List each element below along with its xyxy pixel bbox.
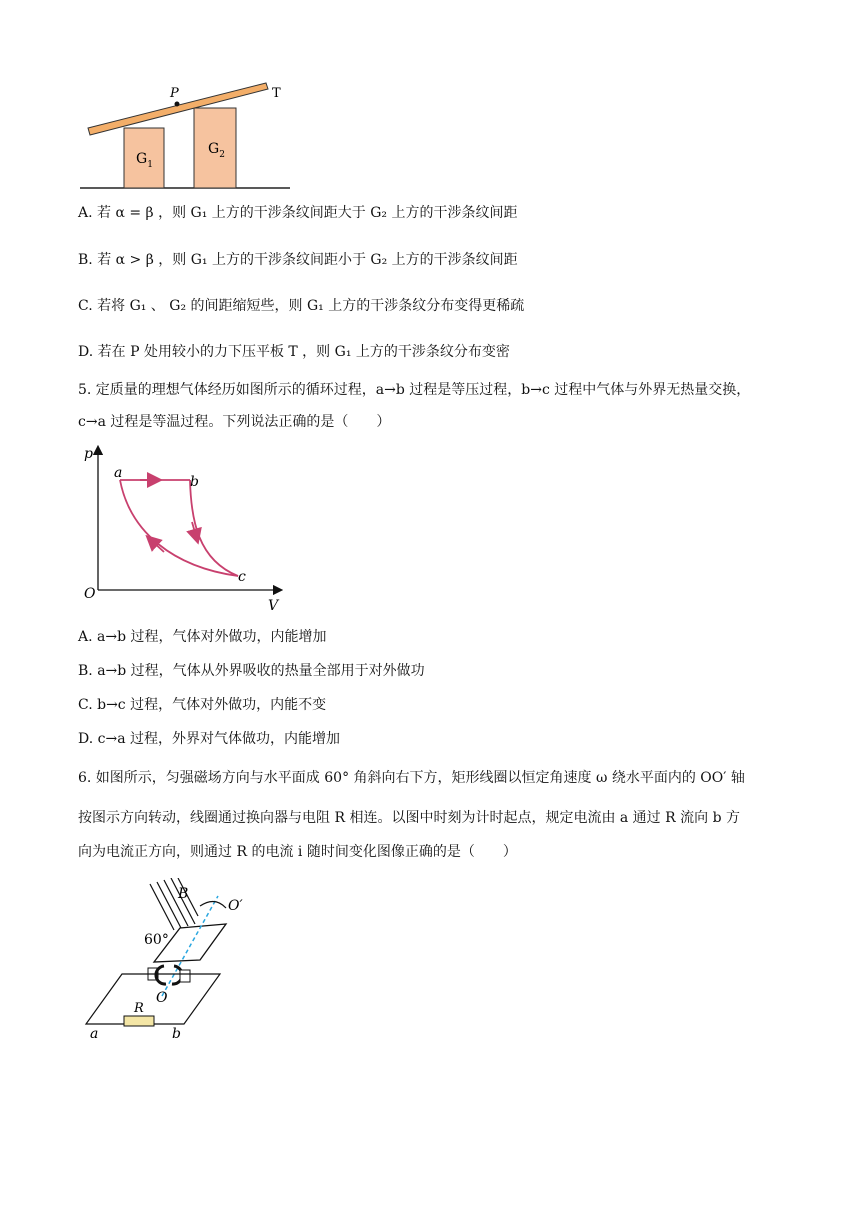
- resistor-r: [124, 1016, 154, 1026]
- q4-option-c: C. 若将 G₁ 、 G₂ 的间距缩短些，则 G₁ 上方的干涉条纹分布变得更稀疏: [78, 298, 525, 314]
- terminal-a-label: a: [90, 1026, 99, 1042]
- field-b-label: B: [178, 886, 189, 902]
- magnetic-field-lines: [150, 878, 198, 930]
- q4-option-a: A. 若 α = β ，则 G₁ 上方的干涉条纹间距大于 G₂ 上方的干涉条纹间距: [78, 205, 518, 221]
- q5-stem-line1: 5. 定质量的理想气体经历如图所示的循环过程，a→b 过程是等压过程，b→c 过程中气体与外界无热量交换，: [78, 382, 751, 398]
- q5-option-b: B. a→b 过程，气体从外界吸收的热量全部用于对外做功: [78, 663, 425, 679]
- label-g1: $G_1$: [136, 151, 153, 170]
- commutator: [156, 966, 182, 984]
- commutator-right: [180, 970, 190, 982]
- label-t: T: [272, 86, 281, 101]
- v-axis-label: V: [268, 598, 279, 614]
- coil-figure: [80, 878, 320, 1043]
- p-axis-label: p: [84, 446, 93, 462]
- origin-label: O: [84, 586, 96, 602]
- rotation-arrow: [200, 901, 226, 908]
- q5-option-a: A. a→b 过程，气体对外做功，内能增加: [78, 629, 327, 645]
- label-g2: $G_2$: [208, 141, 225, 160]
- process-ca: [120, 480, 238, 576]
- state-a-label: a: [114, 465, 123, 481]
- q6-stem-line3: 向为电流正方向，则通过 R 的电流 i 随时间变化图像正确的是（ ）: [78, 844, 517, 860]
- q4-option-b: B. 若 α > β ，则 G₁ 上方的干涉条纹间距小于 G₂ 上方的干涉条纹间距: [78, 252, 518, 268]
- q5-stem-line2: c→a 过程是等温过程。下列说法正确的是（ ）: [78, 414, 391, 430]
- q5-option-d: D. c→a 过程，外界对气体做功，内能增加: [78, 731, 340, 747]
- pv-diagram: [78, 442, 288, 614]
- axis-o-label: O: [156, 990, 168, 1006]
- point-p: [175, 102, 180, 107]
- state-b-label: b: [190, 474, 199, 490]
- state-c-label: c: [238, 569, 246, 585]
- q6-stem-line1: 6. 如图所示，匀强磁场方向与水平面成 60° 角斜向右下方，矩形线圈以恒定角速度 ω 绕水平面内的 OO′ 轴: [78, 770, 745, 786]
- q6-stem-line2: 按图示方向转动，线圈通过换向器与电阻 R 相连。以图中时刻为计时起点，规定电流由 a 通过 R 流向 b 方: [78, 810, 740, 826]
- label-p: P: [170, 86, 179, 101]
- resistor-label: R: [134, 1001, 144, 1016]
- axis-o-prime-label: O′: [228, 898, 243, 914]
- terminal-b-label: b: [172, 1026, 181, 1042]
- interference-figure: [78, 76, 298, 194]
- angle-label: 60°: [144, 932, 169, 948]
- process-bc: [190, 480, 238, 576]
- q5-option-c: C. b→c 过程，气体对外做功，内能不变: [78, 697, 327, 713]
- q4-option-d: D. 若在 P 处用较小的力下压平板 T ，则 G₁ 上方的干涉条纹分布变密: [78, 344, 510, 360]
